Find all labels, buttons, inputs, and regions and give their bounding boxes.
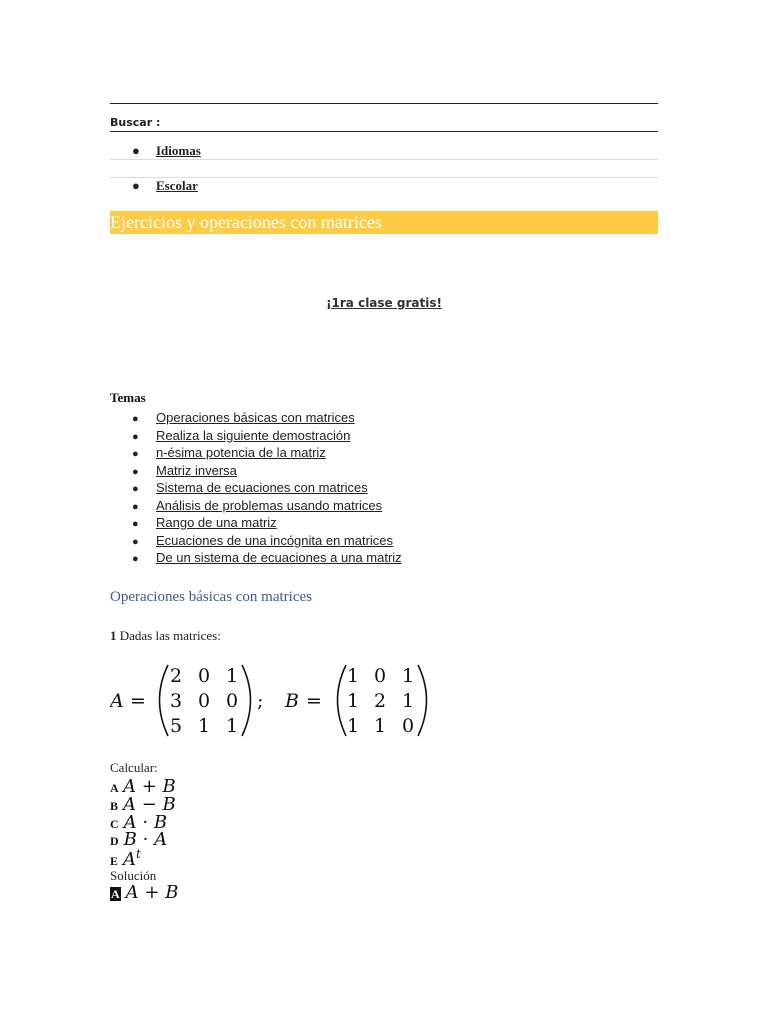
section-title: Operaciones básicas con matrices [110, 589, 312, 605]
bullet-icon: ● [132, 535, 139, 548]
expr-left: A [123, 776, 137, 797]
temas-heading: Temas [110, 390, 146, 405]
topic-item[interactable] [132, 533, 402, 551]
bullet-icon: ● [132, 430, 139, 443]
problem-statement [110, 628, 221, 644]
expr-left: A [123, 849, 137, 870]
topics-list [132, 410, 402, 568]
topic-link[interactable]: Sistema de ecuaciones con matrices [156, 480, 368, 495]
task-expression [123, 849, 141, 870]
bullet-icon: ● [132, 483, 139, 495]
bullet-icon: ● [132, 518, 139, 530]
bullet-icon: ● [132, 143, 140, 158]
matrix-cell: 0 [373, 665, 387, 687]
topic-item[interactable] [132, 550, 402, 568]
problem-number: 1 [110, 628, 117, 643]
nav-item-idiomas[interactable] [132, 143, 201, 159]
topic-item[interactable] [132, 515, 402, 533]
bullet-icon: ● [132, 413, 139, 425]
matrix-cell: 1 [346, 690, 360, 712]
promo-link[interactable]: ¡1ra clase gratis! [326, 296, 442, 310]
expr-op: · [136, 812, 154, 833]
topic-link[interactable]: Matriz inversa [156, 462, 237, 478]
matrix-b-cells [347, 665, 414, 737]
nav-divider [110, 159, 658, 160]
matrix-cell: 1 [373, 715, 387, 737]
equals-sign: = [306, 690, 322, 712]
nav-link-idiomas[interactable]: Idiomas [156, 143, 201, 158]
nav-item-escolar[interactable] [132, 178, 198, 194]
search-rule [110, 131, 658, 132]
bullet-icon: ● [132, 465, 139, 478]
bullet-icon: ● [132, 553, 139, 565]
topic-item[interactable] [132, 463, 402, 481]
promo [110, 296, 658, 310]
task-item [110, 847, 141, 870]
expr-op: − [136, 794, 163, 815]
topic-link[interactable]: De un sistema de ecuaciones a una matriz [156, 550, 402, 565]
topic-link[interactable]: Realiza la siguiente demostración [156, 427, 351, 443]
left-paren [160, 665, 169, 736]
task-letter: B [110, 799, 119, 813]
topic-link[interactable]: Análisis de problemas usando matrices [156, 497, 383, 513]
topic-item[interactable] [132, 410, 402, 428]
equals-sign: = [130, 690, 146, 712]
search-label: Buscar : [110, 116, 161, 129]
matrix-a-cells [170, 665, 238, 737]
matrix-cell: 1 [225, 715, 239, 737]
matrix-cell: 0 [197, 690, 211, 712]
task-letter: D [110, 834, 119, 848]
matrix-cell: 0 [225, 690, 239, 712]
expr-superscript: t [136, 847, 141, 861]
matrix-separator: ; [257, 690, 264, 712]
expr-op: + [136, 776, 163, 797]
task-expression [126, 882, 179, 903]
page-title-banner: Ejercicios y operaciones con matrices [110, 211, 658, 234]
matrix-equations [110, 662, 440, 740]
problem-intro: Dadas las matrices: [119, 628, 221, 643]
task-letter: C [110, 817, 119, 831]
expr-left: A [123, 794, 137, 815]
matrix-a-name: A [110, 690, 124, 712]
matrix-cell: 0 [401, 715, 415, 737]
matrix-cell: 1 [346, 665, 360, 687]
topic-item[interactable] [132, 445, 402, 463]
bullet-icon: ● [132, 448, 139, 460]
matrix-cell: 3 [169, 690, 183, 712]
topic-link[interactable]: Ecuaciones de una incógnita en matrices [156, 532, 394, 548]
expr-left: A [123, 812, 137, 833]
topic-link[interactable]: Rango de una matriz [156, 515, 277, 530]
expr-right: B [165, 882, 179, 903]
task-letter: A [110, 781, 119, 795]
nav-link-escolar[interactable]: Escolar [156, 178, 198, 193]
expr-left: A [125, 882, 139, 903]
matrix-cell: 1 [401, 665, 415, 687]
topic-item[interactable] [132, 428, 402, 446]
right-paren [242, 665, 251, 736]
solution-badge[interactable]: A [111, 887, 120, 901]
topic-link[interactable]: n-ésima potencia de la matriz [156, 445, 326, 460]
topic-link[interactable]: Operaciones básicas con matrices [156, 410, 355, 425]
matrix-b-name: B [285, 690, 299, 712]
bullet-icon: ● [132, 178, 140, 193]
topic-item[interactable] [132, 498, 402, 516]
expr-right: B [162, 776, 176, 797]
expr-op: + [138, 882, 166, 903]
expr-left: B [123, 829, 137, 850]
matrix-cell: 1 [225, 665, 239, 687]
expr-right: B [153, 812, 168, 833]
matrix-cell: 0 [197, 665, 211, 687]
solution-label: Solución [110, 868, 157, 883]
task-letter: E [110, 854, 119, 868]
matrix-cell: 1 [401, 690, 415, 712]
calc-label: Calcular: [110, 760, 158, 775]
expr-right: B [162, 794, 176, 815]
topic-item[interactable] [132, 480, 402, 498]
solution-task [110, 882, 178, 903]
top-rule [110, 103, 658, 104]
matrix-cell: 1 [197, 715, 211, 737]
expr-right: A [154, 829, 168, 850]
matrix-cell: 1 [346, 715, 360, 737]
right-paren [418, 665, 427, 736]
left-paren [338, 665, 347, 736]
bullet-icon: ● [132, 500, 139, 513]
expr-op: · [136, 829, 155, 850]
matrix-cell: 2 [373, 690, 387, 712]
matrix-cell: 2 [169, 665, 183, 687]
matrix-cell: 5 [169, 715, 183, 737]
